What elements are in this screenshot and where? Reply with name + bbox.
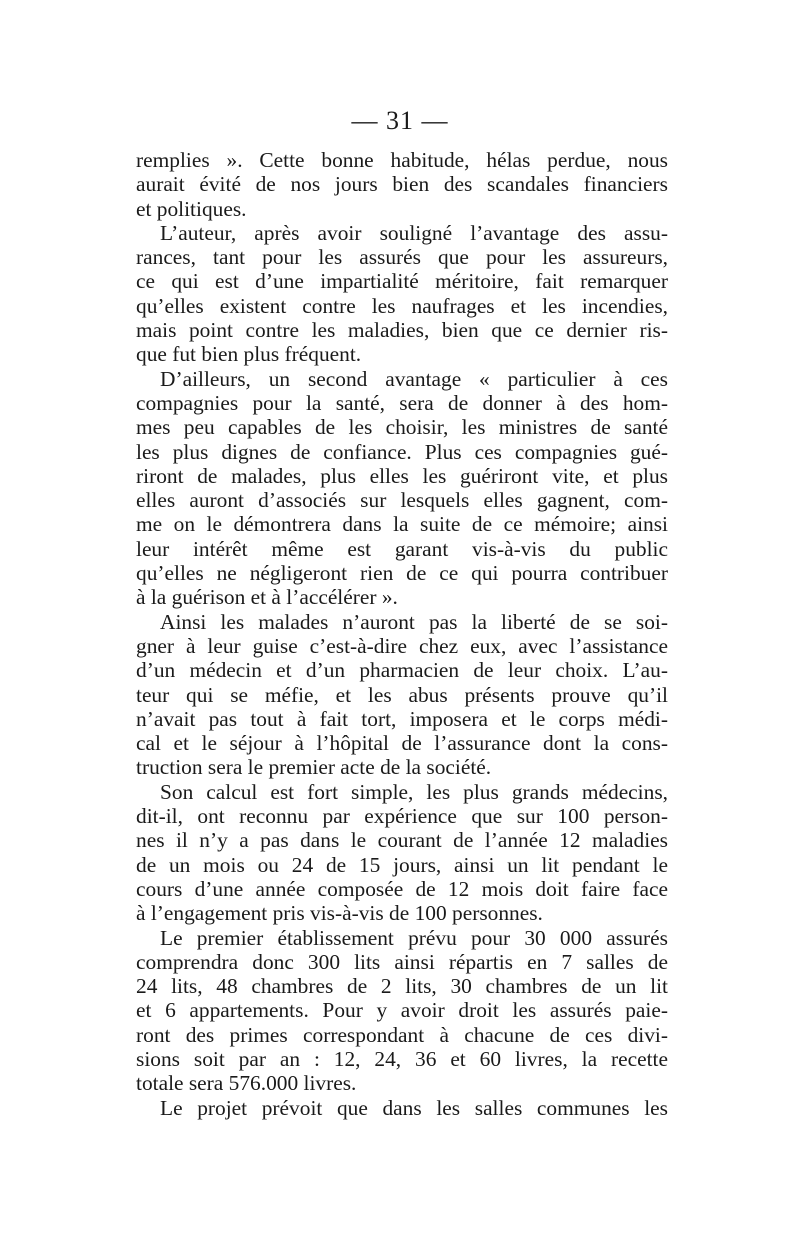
- text-line: aurait évité de nos jours bien des scandales financiers: [136, 172, 668, 197]
- text-line: rances, tant pour les assurés que pour les assureurs,: [136, 245, 668, 270]
- text-line: elles auront d’associés sur lesquels elles gagnent, com-: [136, 488, 668, 513]
- paragraph: [136, 148, 668, 221]
- text-line: que fut bien plus fréquent.: [136, 342, 362, 367]
- text-line: riront de malades, plus elles les guériront vite, et plus: [136, 463, 668, 488]
- text-line: et politiques.: [136, 196, 247, 221]
- page-number: — 31 —: [351, 106, 449, 135]
- text-line: à l’engagement pris vis-à-vis de 100 personnes.: [136, 901, 543, 926]
- text-line: truction sera le premier acte de la société.: [136, 755, 492, 780]
- text-line: totale sera 576.000 livres.: [136, 1071, 357, 1096]
- text-line: leur intérêt même est garant vis-à-vis du public: [136, 536, 668, 561]
- paragraph: [136, 780, 668, 926]
- text-line: mais point contre les maladies, bien que ce dernier ris-: [136, 318, 668, 343]
- text-line: sions soit par an : 12, 24, 36 et 60 livres, la recette: [136, 1046, 668, 1071]
- text-line: L’auteur, après avoir souligné l’avantage des assu-: [160, 220, 668, 245]
- text-line: Le premier établissement prévu pour 30 000 assurés: [160, 925, 668, 950]
- text-line: qu’elles ne négligeront rien de ce qui pourra contribuer: [136, 561, 668, 586]
- text-line: nes il n’y a pas dans le courant de l’année 12 maladies: [136, 828, 668, 853]
- text-line: et 6 appartements. Pour y avoir droit les assurés paie-: [136, 998, 668, 1023]
- text-line: me on le démontrera dans la suite de ce mémoire; ainsi: [136, 512, 668, 537]
- text-line: cours d’une année composée de 12 mois doit faire face: [136, 876, 668, 901]
- text-line: ce qui est d’une impartialité méritoire, fait remarquer: [136, 269, 668, 294]
- body-text: [136, 148, 668, 1120]
- text-line: ront des primes correspondant à chacune de ces divi-: [136, 1022, 668, 1047]
- text-line: Son calcul est fort simple, les plus grands médecins,: [160, 779, 668, 804]
- text-line: teur qui se méfie, et les abus présents prouve qu’il: [136, 682, 668, 707]
- text-line: gner à leur guise c’est-à-dire chez eux, avec l’assistance: [136, 633, 668, 658]
- text-line: D’ailleurs, un second avantage « particulier à ces: [160, 366, 668, 391]
- text-line: d’un médecin et d’un pharmacien de leur choix. L’au-: [136, 658, 668, 683]
- text-line: 24 lits, 48 chambres de 2 lits, 30 chambres de un lit: [136, 974, 668, 999]
- text-line: compagnies pour la santé, sera de donner à des hom-: [136, 390, 668, 415]
- paragraph: [136, 367, 668, 610]
- text-line: n’avait pas tout à fait tort, imposera et le corps médi-: [136, 706, 668, 731]
- text-line: mes peu capables de les choisir, les ministres de santé: [136, 415, 668, 440]
- text-line: les plus dignes de confiance. Plus ces compagnies gué-: [136, 439, 668, 464]
- text-line: Ainsi les malades n’auront pas la liberté de se soi-: [160, 609, 668, 634]
- text-line: Le projet prévoit que dans les salles communes les: [160, 1095, 668, 1120]
- text-line: qu’elles existent contre les naufrages et les incendies,: [136, 293, 668, 318]
- text-line: comprendra donc 300 lits ainsi répartis en 7 salles de: [136, 949, 668, 974]
- paragraph: [136, 1096, 668, 1120]
- text-line: à la guérison et à l’accélérer ».: [136, 585, 398, 610]
- text-line: cal et le séjour à l’hôpital de l’assurance dont la cons-: [136, 731, 668, 756]
- paragraph: [136, 926, 668, 1096]
- paragraph: [136, 221, 668, 367]
- text-line: dit-il, ont reconnu par expérience que sur 100 person-: [136, 804, 668, 829]
- text-line: de un mois ou 24 de 15 jours, ainsi un lit pendant le: [136, 852, 668, 877]
- paragraph: [136, 610, 668, 780]
- text-line: remplies ». Cette bonne habitude, hélas perdue, nous: [136, 148, 668, 172]
